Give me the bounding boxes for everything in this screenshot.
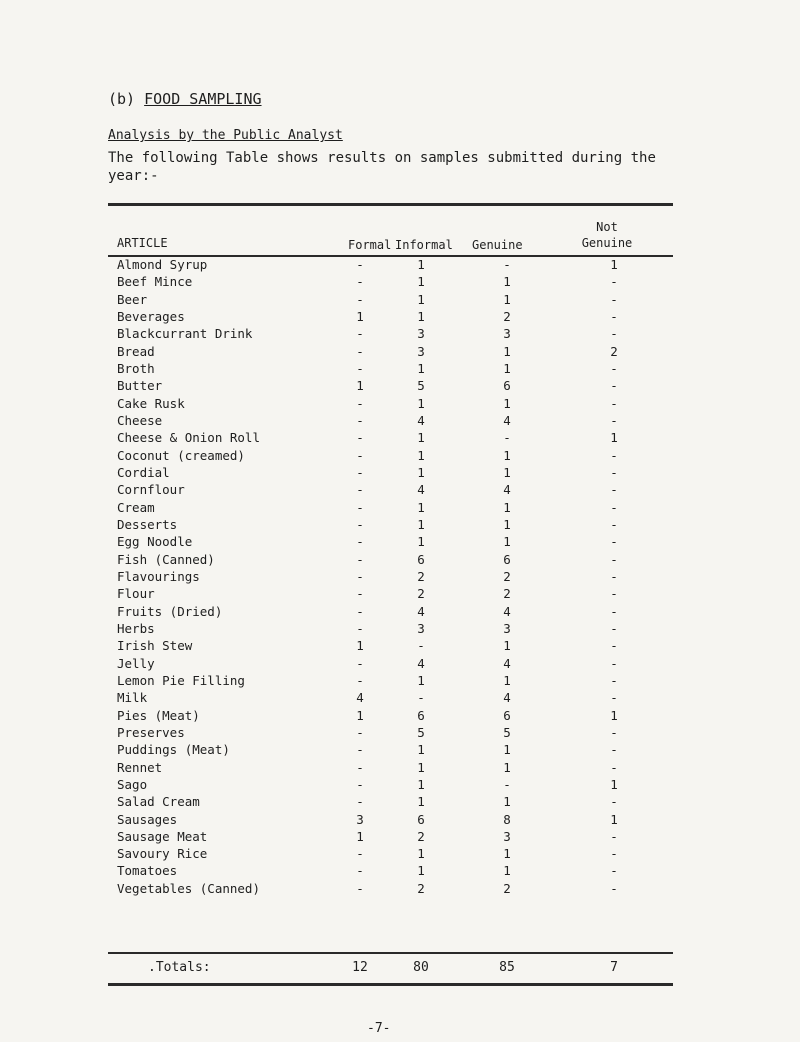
cell-article: Fruits (Dried)	[117, 603, 223, 619]
cell-formal: -	[356, 794, 364, 810]
cell-article: Flour	[117, 586, 155, 602]
cell-genuine: 1	[503, 395, 511, 411]
cell-not-genuine: -	[610, 395, 618, 411]
cell-article: Butter	[117, 378, 163, 394]
cell-informal: 1	[417, 395, 425, 411]
table-row	[108, 515, 673, 532]
cell-article: Sausage Meat	[117, 828, 208, 844]
cell-informal: 6	[417, 707, 425, 723]
cell-informal: 1	[417, 846, 425, 862]
totals-genuine: 85	[499, 960, 515, 975]
cell-informal: 2	[417, 586, 425, 602]
cell-article: Egg Noodle	[117, 534, 193, 550]
table-row	[108, 706, 673, 723]
cell-article: Cake Rusk	[117, 395, 185, 411]
col-header-formal: Formal	[348, 238, 392, 252]
cell-article: Tomatoes	[117, 863, 178, 879]
cell-informal: 1	[417, 499, 425, 515]
cell-informal: 1	[417, 447, 425, 463]
cell-informal: 5	[417, 378, 425, 394]
cell-formal: -	[356, 759, 364, 775]
cell-formal: -	[356, 395, 364, 411]
cell-informal: 3	[417, 326, 425, 342]
table-row	[108, 446, 673, 463]
cell-formal: -	[356, 291, 364, 307]
cell-formal: -	[356, 499, 364, 515]
cell-genuine: 1	[503, 534, 511, 550]
table-row	[108, 532, 673, 549]
cell-genuine: 8	[503, 811, 511, 827]
cell-not-genuine: 1	[610, 430, 618, 446]
cell-article: Herbs	[117, 620, 155, 636]
cell-not-genuine: -	[610, 482, 618, 498]
cell-not-genuine: -	[610, 880, 618, 896]
cell-informal: 1	[417, 776, 425, 792]
cell-informal: 4	[417, 655, 425, 671]
cell-article: Broth	[117, 360, 155, 376]
cell-article: Flavourings	[117, 568, 200, 584]
totals-top-rule	[108, 952, 673, 954]
cell-not-genuine: -	[610, 308, 618, 324]
cell-informal: 4	[417, 412, 425, 428]
totals-informal: 80	[413, 960, 429, 975]
cell-not-genuine: -	[610, 794, 618, 810]
table-top-rule	[108, 203, 673, 206]
cell-informal: 1	[417, 534, 425, 550]
col-header-not-genuine	[572, 219, 642, 251]
cell-informal: 1	[417, 794, 425, 810]
cell-formal: -	[356, 257, 364, 272]
cell-article: Puddings (Meat)	[117, 742, 230, 758]
cell-article: Cordial	[117, 464, 170, 480]
cell-formal: -	[356, 534, 364, 550]
table-row	[108, 758, 673, 775]
cell-genuine: 4	[503, 482, 511, 498]
cell-not-genuine: -	[610, 378, 618, 394]
cell-informal: 1	[417, 742, 425, 758]
section-title: FOOD SAMPLING	[144, 90, 262, 108]
cell-not-genuine: -	[610, 360, 618, 376]
cell-informal: 1	[417, 291, 425, 307]
cell-formal: -	[356, 551, 364, 567]
cell-formal: -	[356, 482, 364, 498]
cell-genuine: 4	[503, 412, 511, 428]
cell-not-genuine: -	[610, 724, 618, 740]
cell-genuine: 2	[503, 880, 511, 896]
table-row	[108, 810, 673, 827]
cell-informal: 2	[417, 880, 425, 896]
cell-not-genuine: -	[610, 846, 618, 862]
cell-article: Blackcurrant Drink	[117, 326, 253, 342]
cell-formal: -	[356, 863, 364, 879]
cell-formal: 1	[356, 308, 364, 324]
cell-informal: 1	[417, 274, 425, 290]
cell-genuine: 1	[503, 846, 511, 862]
cell-not-genuine: 1	[610, 707, 618, 723]
table-row	[108, 463, 673, 480]
cell-article: Cornflour	[117, 482, 185, 498]
cell-informal: 4	[417, 603, 425, 619]
cell-formal: 1	[356, 828, 364, 844]
table-row	[108, 428, 673, 445]
table-row	[108, 359, 673, 376]
cell-article: Cheese & Onion Roll	[117, 430, 260, 446]
cell-genuine: 1	[503, 638, 511, 654]
cell-informal: 1	[417, 430, 425, 446]
cell-genuine: 1	[503, 499, 511, 515]
col-header-informal: Informal	[395, 238, 453, 252]
cell-genuine: 1	[503, 672, 511, 688]
cell-informal: 5	[417, 724, 425, 740]
cell-informal: 1	[417, 516, 425, 532]
cell-article: Milk	[117, 690, 148, 706]
table-row	[108, 636, 673, 653]
cell-genuine: 4	[503, 603, 511, 619]
table-row	[108, 861, 673, 878]
cell-not-genuine: -	[610, 534, 618, 550]
cell-not-genuine: -	[610, 655, 618, 671]
cell-not-genuine: -	[610, 638, 618, 654]
cell-not-genuine: -	[610, 274, 618, 290]
cell-not-genuine: -	[610, 499, 618, 515]
cell-formal: -	[356, 880, 364, 896]
cell-genuine: 1	[503, 863, 511, 879]
table-row	[108, 740, 673, 757]
cell-article: Beverages	[117, 308, 185, 324]
col-header-not-genuine-line2: Genuine	[581, 236, 633, 250]
cell-formal: -	[356, 326, 364, 342]
cell-formal: -	[356, 742, 364, 758]
cell-informal: 1	[417, 360, 425, 376]
cell-formal: -	[356, 620, 364, 636]
section-heading	[108, 90, 262, 108]
cell-genuine: 4	[503, 655, 511, 671]
cell-genuine: 1	[503, 343, 511, 359]
col-header-genuine: Genuine	[472, 238, 523, 252]
cell-not-genuine: 1	[610, 776, 618, 792]
table-row	[108, 480, 673, 497]
intro-paragraph: The following Table shows results on samples submitted during the year:-	[108, 150, 656, 184]
cell-informal: 6	[417, 811, 425, 827]
cell-genuine: 1	[503, 794, 511, 810]
cell-not-genuine: -	[610, 828, 618, 844]
cell-not-genuine: -	[610, 326, 618, 342]
cell-informal: -	[417, 690, 425, 706]
section-prefix: (b)	[108, 90, 136, 108]
cell-not-genuine: -	[610, 603, 618, 619]
cell-formal: -	[356, 586, 364, 602]
cell-not-genuine: -	[610, 464, 618, 480]
cell-article: Beer	[117, 291, 148, 307]
cell-genuine: 1	[503, 464, 511, 480]
table-row	[108, 290, 673, 307]
cell-not-genuine: -	[610, 412, 618, 428]
cell-article: Savoury Rice	[117, 846, 208, 862]
cell-formal: 4	[356, 690, 364, 706]
cell-informal: 1	[417, 672, 425, 688]
table-row	[108, 498, 673, 515]
cell-informal: 6	[417, 551, 425, 567]
cell-informal: 3	[417, 343, 425, 359]
table-row	[108, 688, 673, 705]
cell-genuine: 2	[503, 308, 511, 324]
cell-informal: 4	[417, 482, 425, 498]
table-row	[108, 619, 673, 636]
table-row	[108, 844, 673, 861]
cell-genuine: 1	[503, 759, 511, 775]
cell-genuine: 4	[503, 690, 511, 706]
cell-genuine: 1	[503, 516, 511, 532]
cell-informal: 1	[417, 759, 425, 775]
cell-informal: 1	[417, 863, 425, 879]
cell-informal: 3	[417, 620, 425, 636]
table-row	[108, 792, 673, 809]
cell-genuine: 1	[503, 742, 511, 758]
col-header-not-genuine-line1: Not	[596, 220, 618, 234]
cell-formal: -	[356, 430, 364, 446]
cell-article: Vegetables (Canned)	[117, 880, 260, 896]
cell-formal: -	[356, 603, 364, 619]
cell-article: Desserts	[117, 516, 178, 532]
cell-formal: 1	[356, 707, 364, 723]
cell-formal: -	[356, 776, 364, 792]
table-row	[108, 654, 673, 671]
cell-genuine: 6	[503, 551, 511, 567]
cell-not-genuine: 1	[610, 257, 618, 272]
cell-not-genuine: 1	[610, 811, 618, 827]
table-row	[108, 550, 673, 567]
cell-informal: 1	[417, 257, 425, 272]
cell-article: Coconut (creamed)	[117, 447, 245, 463]
totals-row	[108, 960, 673, 980]
table-row	[108, 307, 673, 324]
cell-not-genuine: -	[610, 516, 618, 532]
cell-genuine: -	[503, 257, 511, 272]
cell-genuine: 1	[503, 274, 511, 290]
cell-not-genuine: -	[610, 551, 618, 567]
table-row	[108, 324, 673, 341]
cell-formal: -	[356, 672, 364, 688]
cell-formal: -	[356, 274, 364, 290]
cell-genuine: -	[503, 430, 511, 446]
cell-formal: 1	[356, 638, 364, 654]
table-row	[108, 584, 673, 601]
cell-not-genuine: -	[610, 742, 618, 758]
cell-genuine: 2	[503, 586, 511, 602]
totals-formal: 12	[352, 960, 368, 975]
cell-formal: 1	[356, 378, 364, 394]
cell-genuine: 6	[503, 707, 511, 723]
cell-not-genuine: -	[610, 672, 618, 688]
cell-not-genuine: -	[610, 447, 618, 463]
cell-genuine: 2	[503, 568, 511, 584]
cell-article: Lemon Pie Filling	[117, 672, 245, 688]
cell-formal: -	[356, 516, 364, 532]
cell-article: Irish Stew	[117, 638, 193, 654]
table-row	[108, 342, 673, 359]
table-row	[108, 255, 673, 272]
cell-not-genuine: -	[610, 586, 618, 602]
table-row	[108, 376, 673, 393]
table-row	[108, 272, 673, 289]
table-row	[108, 394, 673, 411]
cell-article: Cream	[117, 499, 155, 515]
cell-formal: -	[356, 724, 364, 740]
totals-bottom-rule	[108, 983, 673, 986]
cell-not-genuine: -	[610, 291, 618, 307]
cell-article: Sago	[117, 776, 148, 792]
cell-not-genuine: -	[610, 568, 618, 584]
cell-article: Almond Syrup	[117, 257, 208, 272]
cell-formal: -	[356, 447, 364, 463]
cell-genuine: 1	[503, 360, 511, 376]
totals-not-genuine: 7	[610, 960, 618, 975]
cell-informal: 2	[417, 568, 425, 584]
table-row	[108, 723, 673, 740]
totals-label: .Totals:	[148, 960, 211, 975]
table-row	[108, 411, 673, 428]
cell-not-genuine: -	[610, 690, 618, 706]
page-number: -7-	[367, 1021, 391, 1036]
cell-article: Fish (Canned)	[117, 551, 215, 567]
cell-informal: -	[417, 638, 425, 654]
cell-article: Beef Mince	[117, 274, 193, 290]
cell-informal: 1	[417, 464, 425, 480]
cell-article: Salad Cream	[117, 794, 200, 810]
cell-formal: -	[356, 464, 364, 480]
cell-formal: -	[356, 343, 364, 359]
table-row	[108, 827, 673, 844]
cell-article: Preserves	[117, 724, 185, 740]
cell-formal: -	[356, 846, 364, 862]
cell-genuine: 3	[503, 326, 511, 342]
cell-genuine: 6	[503, 378, 511, 394]
cell-genuine: 3	[503, 620, 511, 636]
cell-genuine: -	[503, 776, 511, 792]
cell-article: Cheese	[117, 412, 163, 428]
cell-formal: -	[356, 360, 364, 376]
cell-genuine: 1	[503, 291, 511, 307]
cell-formal: 3	[356, 811, 364, 827]
cell-article: Rennet	[117, 759, 163, 775]
cell-formal: -	[356, 568, 364, 584]
table-row	[108, 567, 673, 584]
cell-formal: -	[356, 412, 364, 428]
cell-not-genuine: -	[610, 863, 618, 879]
table-body	[108, 255, 673, 896]
cell-not-genuine: 2	[610, 343, 618, 359]
subheading: Analysis by the Public Analyst	[108, 128, 343, 143]
table-row	[108, 775, 673, 792]
cell-informal: 2	[417, 828, 425, 844]
cell-informal: 1	[417, 308, 425, 324]
table-row	[108, 671, 673, 688]
cell-article: Sausages	[117, 811, 178, 827]
cell-not-genuine: -	[610, 759, 618, 775]
cell-formal: -	[356, 655, 364, 671]
cell-article: Jelly	[117, 655, 155, 671]
cell-genuine: 5	[503, 724, 511, 740]
cell-not-genuine: -	[610, 620, 618, 636]
table-row	[108, 602, 673, 619]
table-row	[108, 879, 673, 896]
cell-article: Bread	[117, 343, 155, 359]
cell-article: Pies (Meat)	[117, 707, 200, 723]
col-header-article: ARTICLE	[117, 236, 168, 250]
cell-genuine: 3	[503, 828, 511, 844]
cell-genuine: 1	[503, 447, 511, 463]
